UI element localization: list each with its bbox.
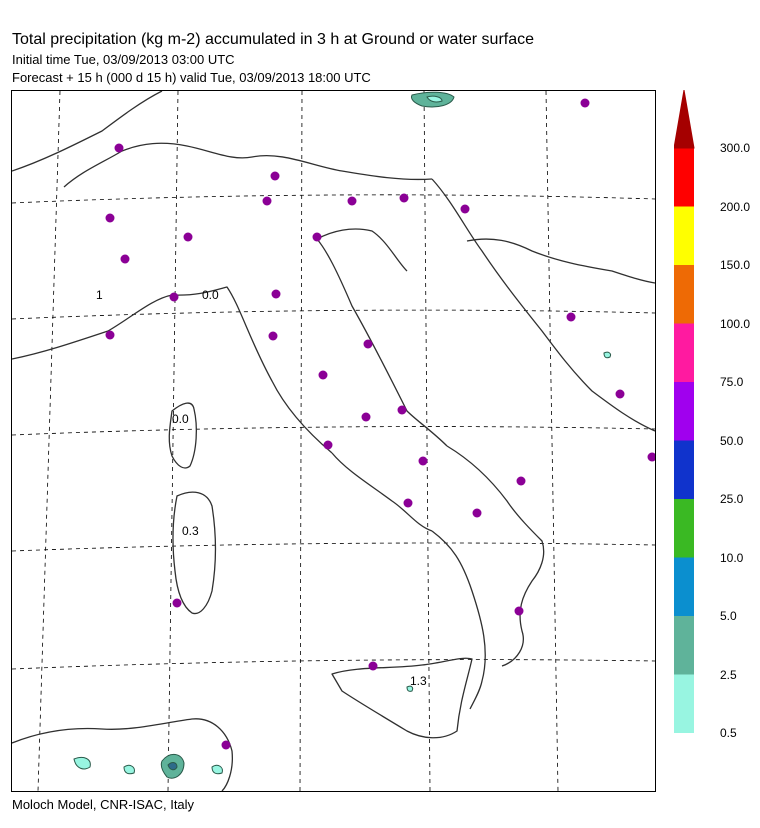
graticule [12, 91, 655, 791]
legend-swatch [674, 207, 694, 266]
precipitation-map [11, 90, 656, 792]
legend-swatch [674, 558, 694, 617]
station-marker [184, 233, 193, 242]
forecast-valid-time: Forecast + 15 h (000 d 15 h) valid Tue, 03/09/2013 18:00 UTC [12, 70, 371, 85]
value-label: 1.3 [410, 674, 427, 688]
station-marker [121, 255, 130, 264]
value-label: 1 [96, 288, 103, 302]
station-marker [398, 406, 407, 415]
station-marker [400, 194, 409, 203]
legend-level-label: 75.0 [720, 375, 744, 389]
legend-level-label: 10.0 [720, 550, 744, 565]
value-labels [96, 288, 427, 688]
legend-level-label: 50.0 [720, 433, 744, 448]
legend-level-label: 5.0 [720, 609, 737, 623]
station-marker [364, 340, 373, 349]
legend-swatch [674, 148, 694, 207]
model-credit: Moloch Model, CNR-ISAC, Italy [12, 797, 195, 812]
station-marker [272, 290, 281, 299]
legend-level-label: 0.5 [720, 726, 737, 740]
legend-swatch [674, 675, 694, 734]
station-marker [515, 607, 524, 616]
value-label: 0.0 [202, 288, 219, 302]
initial-time: Initial time Tue, 03/09/2013 03:00 UTC [12, 52, 235, 67]
legend-level-label: 2.5 [720, 667, 737, 682]
station-marker [362, 413, 371, 422]
station-marker [222, 741, 231, 750]
station-marker [461, 205, 470, 214]
station-marker [271, 172, 280, 181]
legend-level-label: 200.0 [720, 199, 751, 214]
legend-swatch [674, 265, 694, 324]
station-marker [269, 332, 278, 341]
station-marker [170, 293, 179, 302]
station-marker [567, 313, 576, 322]
station-marker [581, 99, 590, 108]
legend-swatch [674, 499, 694, 558]
station-marker [419, 457, 428, 466]
legend-arrow [674, 90, 694, 148]
value-label: 0.0 [172, 412, 189, 426]
value-label: 0.3 [182, 524, 199, 538]
legend-level-label: 25.0 [720, 492, 744, 506]
station-marker [404, 499, 413, 508]
legend-level-label: 150.0 [720, 258, 751, 272]
station-marker [319, 371, 328, 380]
legend-swatch [674, 324, 694, 383]
station-marker [106, 214, 115, 223]
station-marker [324, 441, 333, 450]
legend-level-label: 100.0 [720, 316, 751, 331]
station-marker [106, 331, 115, 340]
station-marker [648, 453, 656, 462]
station-marker [348, 197, 357, 206]
legend-level-label: 300.0 [720, 141, 751, 155]
coastlines [12, 91, 655, 791]
station-marker [473, 509, 482, 518]
station-marker [263, 197, 272, 206]
station-marker [115, 144, 124, 153]
legend-bar [674, 90, 754, 740]
station-marker [173, 599, 182, 608]
map-canvas [12, 91, 655, 791]
station-marker [616, 390, 625, 399]
legend-swatch [674, 616, 694, 675]
legend-swatch [674, 441, 694, 500]
map-title: Total precipitation (kg m-2) accumulated in 3 h at Ground or water surface [12, 31, 535, 48]
station-marker [369, 662, 378, 671]
station-marker [313, 233, 322, 242]
legend-swatch [674, 382, 694, 441]
station-marker [517, 477, 526, 486]
color-legend [674, 90, 754, 740]
